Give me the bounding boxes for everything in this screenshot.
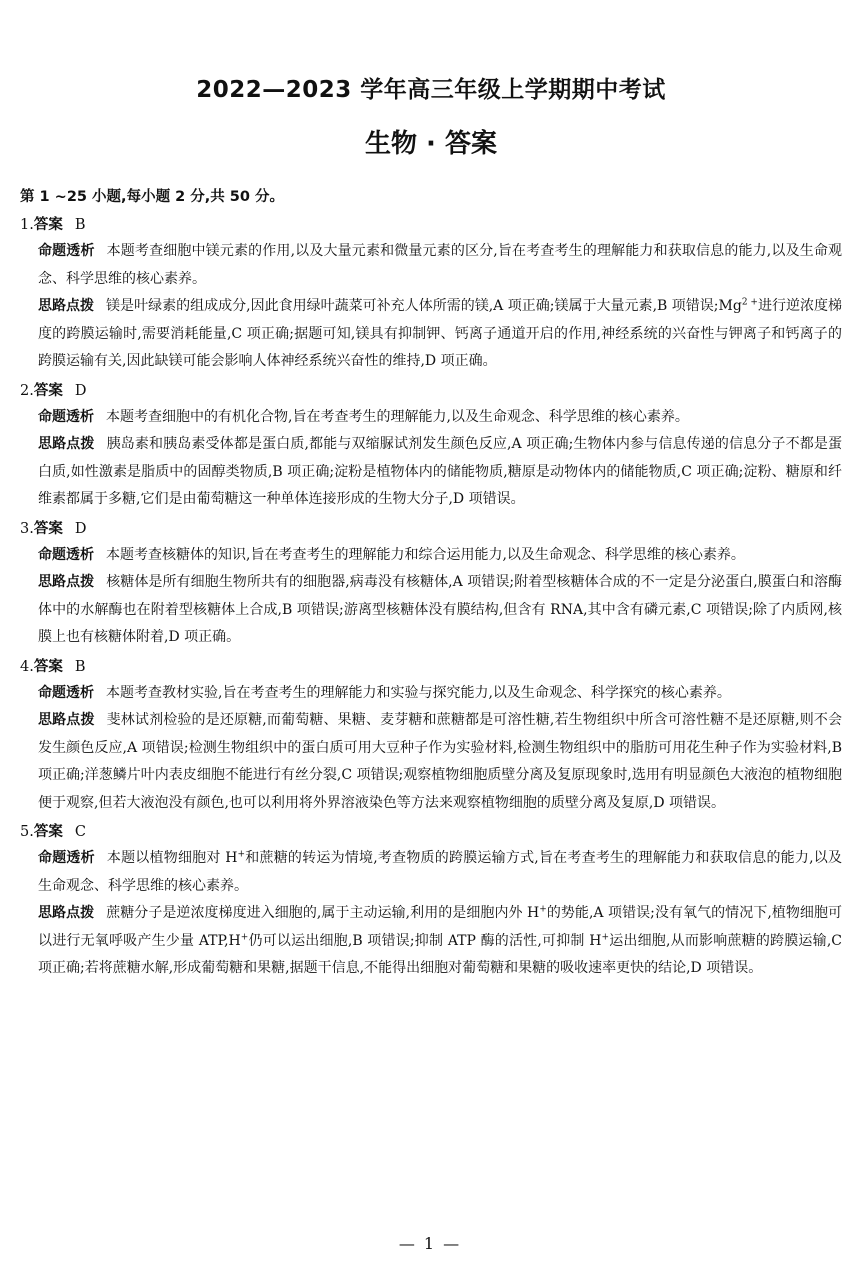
superscript: + bbox=[237, 849, 246, 860]
analysis-label: 命题透析 bbox=[38, 850, 95, 866]
analysis-label: 命题透析 bbox=[38, 546, 94, 563]
hint-text: 运出细胞,从而影响蔗糖的跨膜运输,C 项正确;若将蔗糖水解,形成葡萄糖和果糖,据题干信息,不能得出细胞对葡萄糖和果糖的吸收速率更快的结论,D 项错误。 bbox=[38, 932, 842, 976]
question-number: 4. bbox=[20, 658, 34, 675]
superscript: 2 + bbox=[741, 297, 758, 308]
answer-label: 答案 bbox=[33, 520, 63, 537]
analysis-paragraph bbox=[20, 542, 842, 570]
question-number: 5. bbox=[20, 824, 34, 840]
hint-paragraph bbox=[20, 293, 842, 376]
hint-text: 蔗糖分子是逆浓度梯度进入细胞的,属于主动运输,利用的是细胞内外 H bbox=[106, 905, 540, 921]
question-number: 1. bbox=[20, 217, 34, 233]
answer-label: 答案 bbox=[33, 658, 63, 675]
section-intro: 第 1 ~25 小题,每小题 2 分,共 50 分。 bbox=[20, 189, 285, 205]
analysis-paragraph bbox=[20, 680, 842, 708]
analysis-paragraph bbox=[20, 238, 842, 293]
superscript: + bbox=[539, 904, 547, 915]
analysis-text: 本题考查教材实验,旨在考查考生的理解能力和实验与探究能力,以及生命观念、科学探究的核心素养。 bbox=[106, 684, 731, 701]
answer-line bbox=[20, 516, 842, 542]
hint-text: 进行逆浓度梯度的跨膜运输时,需要消耗能量,C 项正确;据题可知,镁具有抑制钾、钙离子通道开启的作用,神经系统的兴奋性与钾离子和钙离子的跨膜运输有关,因此缺镁可能会影响人体神经系统兴奋性的维持,D 项正确。 bbox=[38, 298, 843, 369]
analysis-paragraph bbox=[20, 845, 842, 900]
hint-label: 思路点拨 bbox=[38, 905, 95, 921]
answer-line bbox=[20, 654, 842, 680]
hint-label: 思路点拨 bbox=[38, 574, 95, 590]
analysis-label: 命题透析 bbox=[38, 243, 95, 259]
analysis-label: 命题透析 bbox=[38, 408, 94, 425]
analysis-paragraph bbox=[20, 404, 842, 432]
answer-line bbox=[20, 819, 842, 845]
hint-text: 的势能,A 项错误;没有氧气的情况下,植物细胞可以进行无氧呼吸产生少量 ATP,H bbox=[38, 905, 842, 949]
analysis-text: 本题以植物细胞对 H bbox=[106, 850, 238, 866]
question-item bbox=[20, 212, 842, 376]
answer-value: C bbox=[74, 824, 86, 840]
superscript: + bbox=[601, 931, 610, 942]
analysis-text: 本题考查核糖体的知识,旨在考查考生的理解能力和综合运用能力,以及生命观念、科学思维的核心素养。 bbox=[106, 546, 745, 563]
answer-value: D bbox=[74, 382, 87, 399]
exam-subtitle: 生物 · 答案 bbox=[365, 129, 497, 159]
page-number: — 1 — bbox=[398, 1234, 462, 1253]
hint-label: 思路点拨 bbox=[38, 298, 95, 314]
answer-line bbox=[20, 212, 842, 238]
hint-text: 仍可以运出细胞,B 项错误;抑制 ATP 酶的活性,可抑制 H bbox=[248, 932, 602, 949]
question-item bbox=[20, 654, 842, 818]
hint-paragraph bbox=[20, 431, 842, 514]
analysis-text: 本题考查细胞中镁元素的作用,以及大量元素和微量元素的区分,旨在考查考生的理解能力和获取信息的能力,以及生命观念、科学思维的核心素养。 bbox=[38, 243, 842, 287]
hint-paragraph bbox=[20, 900, 842, 983]
question-item bbox=[20, 819, 842, 983]
answer-value: B bbox=[74, 217, 86, 233]
answer-label: 答案 bbox=[33, 217, 63, 233]
question-item bbox=[20, 516, 842, 652]
hint-text: 核糖体是所有细胞生物所共有的细胞器,病毒没有核糖体,A 项错误;附着型核糖体合成的不一定是分泌蛋白,膜蛋白和溶酶体中的水解酶也在附着型核糖体上合成,B 项错误;游离型核糖体没有膜结构,但含有 RNA,其中含有磷元素,C 项错误;除了内质网,核膜上也有核糖体附着,D 项正确。 bbox=[38, 574, 843, 645]
hint-text: 胰岛素和胰岛素受体都是蛋白质,都能与双缩脲试剂发生颜色反应,A 项正确;生物体内参与信息传递的信息分子不都是蛋白质,如性激素是脂质中的固醇类物质,B 项正确;淀粉是植物体内的储能物质,糖原是动物体内的储能物质,C 项正确;淀粉、糖原和纤维素都属于多糖,它们是由葡萄糖这一种单体连接形成的生物大分子,D 项错误。 bbox=[38, 436, 842, 507]
answer-value: D bbox=[74, 520, 87, 537]
question-item bbox=[20, 378, 842, 514]
answer-value: B bbox=[74, 658, 86, 675]
question-number: 2. bbox=[20, 382, 34, 399]
hint-label: 思路点拨 bbox=[38, 436, 95, 452]
hint-paragraph bbox=[20, 569, 842, 652]
analysis-text: 和蔗糖的转运为情境,考查物质的跨膜运输方式,旨在考查考生的理解能力和获取信息的能力,以及生命观念、科学思维的核心素养。 bbox=[38, 850, 842, 894]
answer-line bbox=[20, 378, 842, 404]
answer-label: 答案 bbox=[33, 824, 63, 840]
answer-label: 答案 bbox=[33, 382, 63, 399]
hint-text: 镁是叶绿素的组成成分,因此食用绿叶蔬菜可补充人体所需的镁,A 项正确;镁属于大量元素,B 项错误;Mg bbox=[106, 298, 742, 314]
hint-text: 斐林试剂检验的是还原糖,而葡萄糖、果糖、麦芽糖和蔗糖都是可溶性糖,若生物组织中所含可溶性糖不是还原糖,则不会发生颜色反应,A 项错误;检测生物组织中的蛋白质可用大豆种子作为实验材料,检测生物组织中的脂肪可用花生种子作为实验材料,B 项正确;洋葱鳞片叶内表皮细胞不能进行有丝分裂,C 项错误;观察植物细胞质壁分离及复原现象时,选用有明显颜色大液泡的植物细胞便于观察,但若大液泡没有颜色,也可以利用将外界溶液染色等方法来观察植物细胞的质壁分离及复原,D 项错误。 bbox=[38, 712, 842, 811]
question-number: 3. bbox=[20, 520, 34, 537]
exam-title: 2022—2023 学年高三年级上学期期中考试 bbox=[196, 77, 666, 103]
superscript: + bbox=[240, 931, 249, 942]
analysis-label: 命题透析 bbox=[38, 684, 94, 701]
analysis-text: 本题考查细胞中的有机化合物,旨在考查考生的理解能力,以及生命观念、科学思维的核心素养。 bbox=[106, 408, 689, 425]
hint-label: 思路点拨 bbox=[38, 712, 95, 728]
hint-paragraph bbox=[20, 707, 842, 817]
